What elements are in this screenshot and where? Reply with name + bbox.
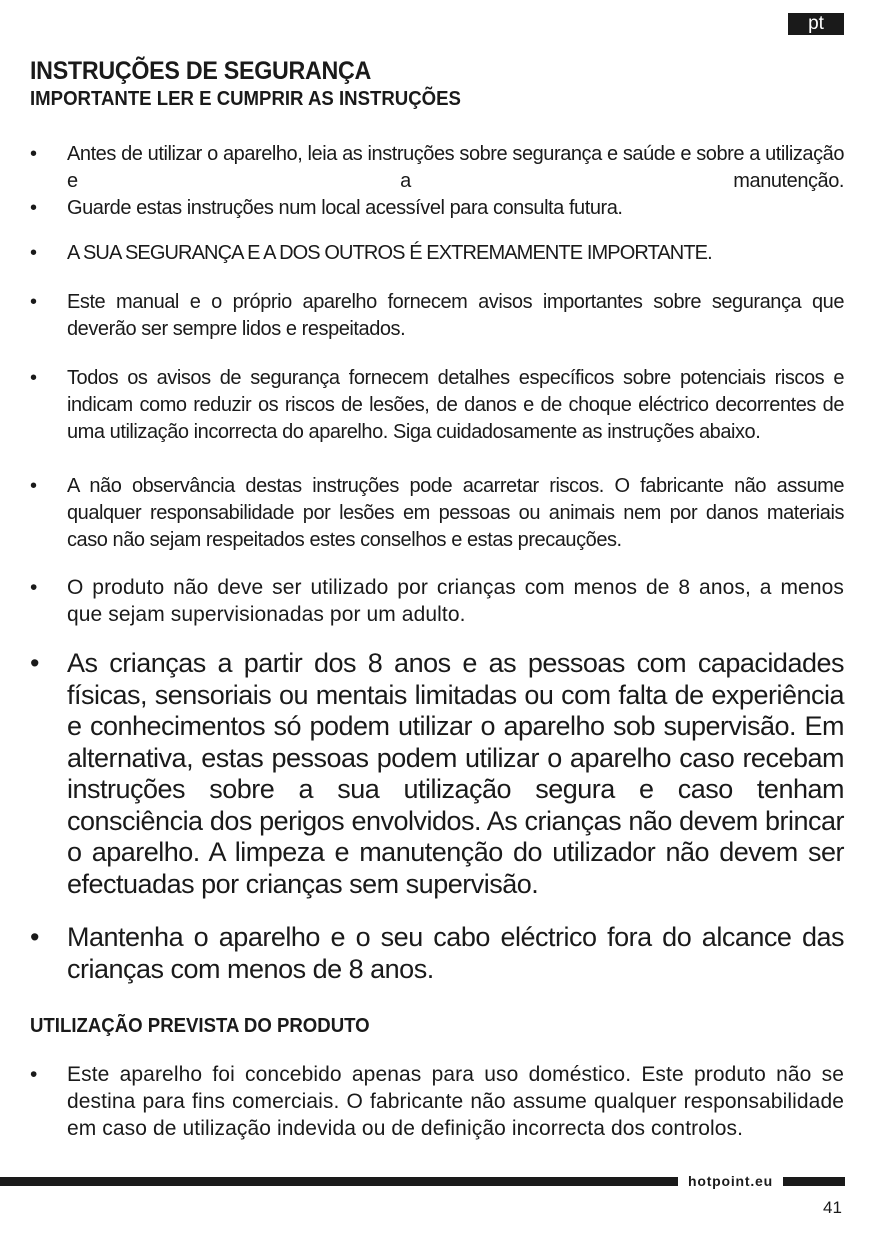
page-subtitle: IMPORTANTE LER E CUMPRIR AS INSTRUÇÕES bbox=[30, 88, 461, 110]
bullet-icon: • bbox=[30, 475, 38, 497]
list-item-text: Mantenha o aparelho e o seu cabo eléctrico fora do alcance das crianças com menos de 8 anos. bbox=[67, 922, 844, 984]
bullet-icon: • bbox=[30, 1063, 38, 1086]
language-tab: pt bbox=[788, 13, 844, 35]
page-number: 41 bbox=[823, 1198, 842, 1217]
page-title: INSTRUÇÕES DE SEGURANÇA bbox=[30, 57, 372, 85]
list-item-text: Este manual e o próprio aparelho fornecem avisos importantes sobre segurança que deverão ser sempre lidos e respeitados. bbox=[67, 291, 844, 340]
bullet-icon: • bbox=[30, 143, 38, 165]
section-title: UTILIZAÇÃO PREVISTA DO PRODUTO bbox=[30, 1015, 370, 1037]
footer-divider-left bbox=[0, 1177, 678, 1186]
list-item-text: Todos os avisos de segurança fornecem detalhes específicos sobre potenciais riscos e indicam como reduzir os riscos de lesões, de danos e de choque eléctrico decorrentes de uma utilização incorrecta do aparelho. Siga cuidadosamente as instruções abaixo. bbox=[67, 367, 844, 443]
list-item-text: A não observância destas instruções pode acarretar riscos. O fabricante não assume qualquer responsabilidade por lesões em pessoas ou animais nem por danos materiais caso não sejam respeitados estes conselhos e estas precauções. bbox=[67, 475, 844, 551]
bullet-icon: • bbox=[30, 367, 38, 389]
bullet-icon: • bbox=[30, 576, 38, 599]
list-item-text: Este aparelho foi concebido apenas para uso doméstico. Este produto não se destina para fins comerciais. O fabricante não assume qualquer responsabilidade em caso de utilização indevida ou de definição incorrecta dos controlos. bbox=[67, 1063, 844, 1140]
bullet-icon: • bbox=[30, 291, 38, 313]
list-item-text: O produto não deve ser utilizado por crianças com menos de 8 anos, a menos que sejam supervisionadas por um adulto. bbox=[67, 576, 844, 626]
footer-divider-right bbox=[783, 1177, 845, 1186]
bullet-icon: • bbox=[30, 922, 40, 952]
list-item-text: Guarde estas instruções num local acessível para consulta futura. bbox=[67, 197, 623, 219]
list-item-text: A SUA SEGURANÇA E A DOS OUTROS É EXTREMAMENTE IMPORTANTE. bbox=[67, 242, 712, 264]
bullet-icon: • bbox=[30, 648, 40, 678]
footer-brand: hotpoint.eu bbox=[688, 1173, 774, 1189]
bullet-icon: • bbox=[30, 197, 38, 219]
list-item-text: Antes de utilizar o aparelho, leia as instruções sobre segurança e saúde e sobre a utilização e a manutenção. bbox=[67, 143, 844, 192]
bullet-icon: • bbox=[30, 242, 38, 264]
list-item-text: As crianças a partir dos 8 anos e as pessoas com capacidades físicas, sensoriais ou mentais limitadas ou com falta de experiência e conhecimentos só podem utilizar o aparelho sob supervisão. Em alternativa, estas pessoas podem utilizar o aparelho caso recebam instruções sobre a sua utilização segura e caso tenham consciência dos perigos envolvidos. As crianças não devem brincar o aparelho. A limpeza e manutenção do utilizador não devem ser efectuadas por crianças sem supervisão. bbox=[67, 648, 844, 899]
